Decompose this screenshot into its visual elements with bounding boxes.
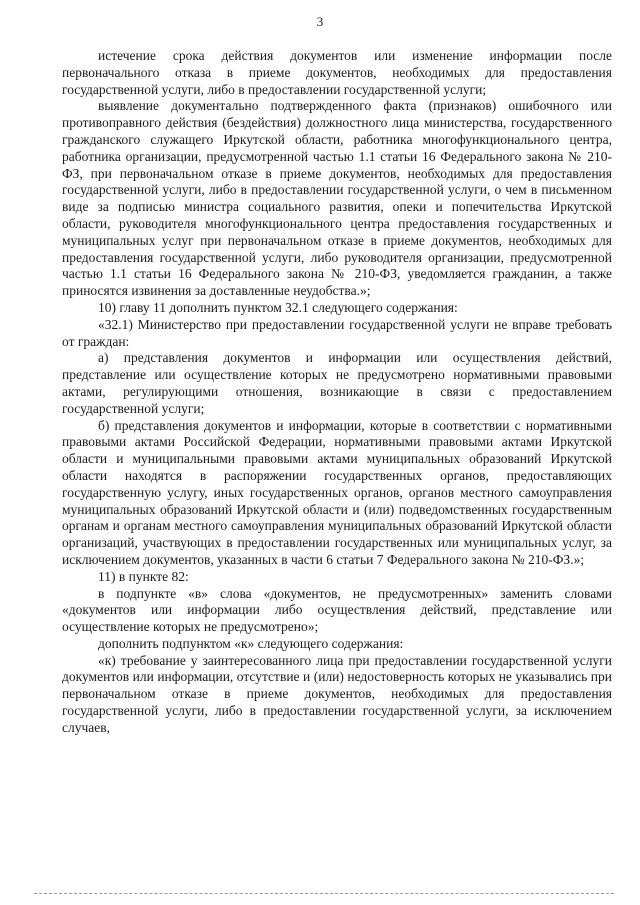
paragraph-subclause-v-change: в подпункте «в» слова «документов, не предусмотренных» заменить словами «документов или информации либо осуществления действий, представление или осуществление которых не предусмотрено»; xyxy=(62,585,612,635)
paragraph-clause-32-1: «32.1) Министерство при предоставлении государственной услуги не вправе требовать от граждан: xyxy=(62,316,612,349)
paragraph-subclause-a: а) представления документов и информации или осуществления действий, представление или осуществление которых не предусмотрено нормативными правовыми актами, регулирующими отношения, возникающие в связи с предоставлением государственной услуги; xyxy=(62,350,612,416)
page-number: 3 xyxy=(316,14,324,29)
paragraph-document-expiry: истечение срока действия документов или изменение информации после первоначального отказа в приеме документов, необходимых для предоставления государственной услуги, либо в предоставлении государственной услуги; xyxy=(62,48,612,97)
paragraph-subclause-b: б) представления документов и информации, которые в соответствии с нормативными правовыми актами Российской Федерации, нормативными правовыми актами Иркутской области и муниципальными правовыми актами муниципальных образований Иркутской области находятся в распоряжении государственных органов, предоставляющих государственную услугу, иных государственных органов, органов местного самоуправления муниципальных образований Иркутской области и (или) подведомственных государственным органам и органам местного самоуправления муниципальных образований Иркутской области организаций, участвующих в предоставлении государственных или муниципальных услуг, за исключением документов, указанных в части 6 статьи 7 Федерального закона № 210-ФЗ.»; xyxy=(62,417,612,567)
paragraph-official-error: выявление документально подтвержденного факта (признаков) ошибочного или противоправного действия (бездействия) должностного лица министерства, государственного гражданского служащего Иркутской области, работника многофункционального центра, работника организации, предусмотренной частью 1.1 статьи 16 Федерального закона № 210-ФЗ, при первоначальном отказе в приеме документов, необходимых для предоставления государственной услуги, либо в предоставлении государственной услуги, о чем в письменном виде за подписью министра социального развития, опеки и попечительства Иркутской области, руководителя многофункционального центра предоставления государственных и муниципальных услуг при первоначальном отказе в приеме документов, необходимых для предоставления государственной услуги, либо руководителя организации, предусмотренной частью 1.1 статьи 16 Федерального закона № 210-ФЗ, уведомляется гражданин, а также приносятся извинения за доставленные неудобства.»; xyxy=(62,98,612,299)
document-body xyxy=(62,48,612,737)
paragraph-subclause-k: «к) требование у заинтересованного лица при предоставлении государственной услуги документов или информации, отсутствие и (или) недостоверность которых не указывались при первоначальном отказе в приеме документов, необходимых для предоставления государственной услуги, либо в предоставлении государственной услуги, за исключением случаев, xyxy=(62,652,612,735)
paragraph-add-subclause-k: дополнить подпунктом «к» следующего содержания: xyxy=(98,635,404,651)
paragraph-amendment-11: 11) в пункте 82: xyxy=(98,568,189,584)
paragraph-amendment-10: 10) главу 11 дополнить пунктом 32.1 следующего содержания: xyxy=(98,299,458,315)
footer-divider xyxy=(34,893,614,894)
